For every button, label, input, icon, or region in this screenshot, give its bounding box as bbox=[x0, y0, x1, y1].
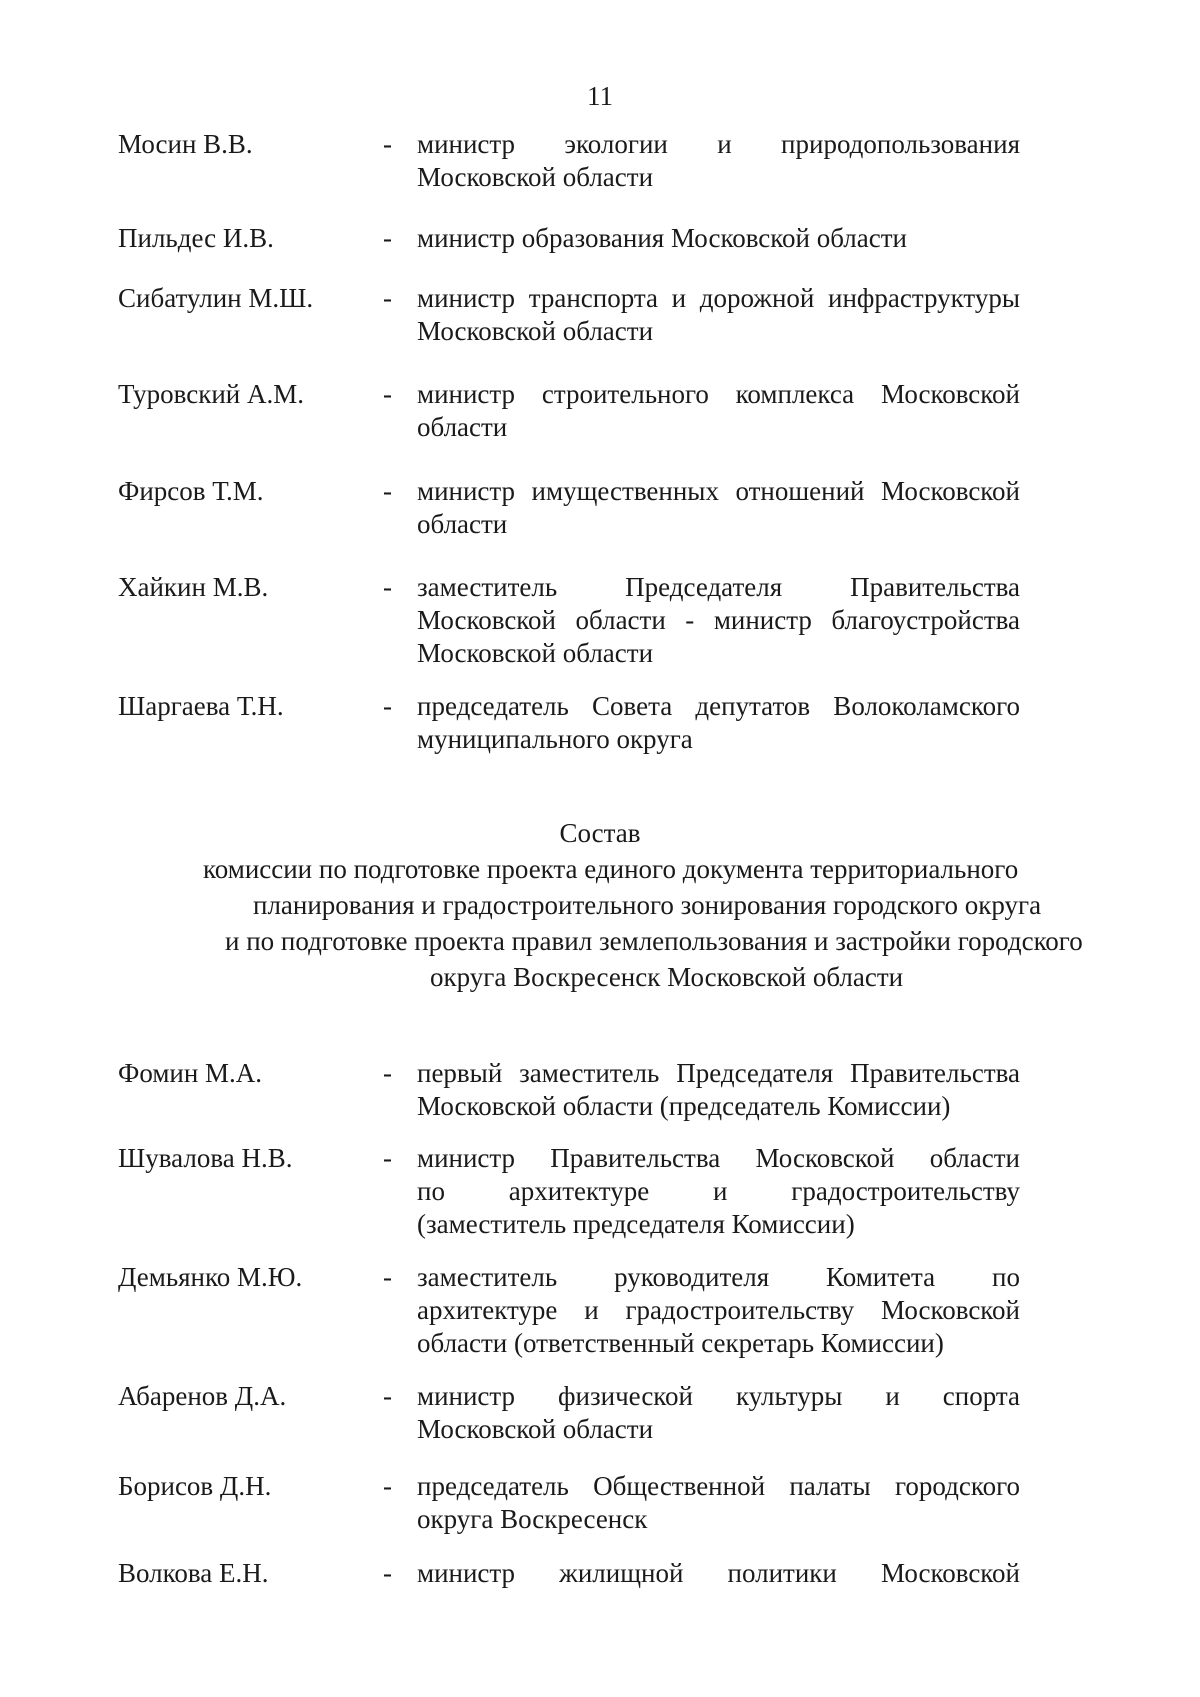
role-line: области bbox=[417, 509, 508, 539]
member-name: Туровский А.М. bbox=[118, 379, 304, 409]
member-role bbox=[417, 1261, 1020, 1360]
member-name: Волкова Е.Н. bbox=[118, 1558, 269, 1588]
role-line: муниципального округа bbox=[417, 724, 693, 754]
role-line: архитектуре и градостроительству Московской bbox=[417, 1295, 1020, 1325]
dash: - bbox=[383, 1381, 392, 1411]
section-heading bbox=[0, 815, 1200, 995]
member-name: Фомин М.А. bbox=[118, 1058, 263, 1088]
heading-line: округа Воскресенск Московской области bbox=[430, 962, 904, 992]
dash: - bbox=[383, 572, 392, 602]
member-name: Демьянко М.Ю. bbox=[118, 1262, 303, 1292]
dash: - bbox=[383, 129, 392, 159]
member-name: Шувалова Н.В. bbox=[118, 1143, 293, 1173]
dash: - bbox=[383, 1262, 392, 1292]
role-line: Московской области bbox=[417, 1414, 654, 1444]
role-line: по архитектуре и градостроительству bbox=[417, 1176, 1020, 1206]
role-line: области (ответственный секретарь Комиссии) bbox=[417, 1328, 944, 1358]
role-line: округа Воскресенск bbox=[417, 1504, 648, 1534]
member-name: Борисов Д.Н. bbox=[118, 1471, 272, 1501]
dash: - bbox=[383, 1058, 392, 1088]
dash: - bbox=[383, 1143, 392, 1173]
member-role bbox=[417, 1557, 1020, 1590]
role-line: заместитель руководителя Комитета по bbox=[417, 1262, 1020, 1292]
member-role bbox=[417, 222, 1020, 255]
role-line: Московской области - министр благоустройства bbox=[417, 605, 1020, 635]
member-name: Фирсов Т.М. bbox=[118, 476, 264, 506]
heading-line: и по подготовке проекта правил землепользования и застройки городского bbox=[225, 926, 1083, 956]
member-role bbox=[417, 1057, 1020, 1123]
role-line: министр строительного комплекса Московской bbox=[417, 379, 1020, 409]
page-number: 11 bbox=[587, 81, 613, 111]
member-role bbox=[417, 690, 1020, 756]
member-role bbox=[417, 1470, 1020, 1536]
role-line: области bbox=[417, 412, 508, 442]
member-role bbox=[417, 571, 1020, 670]
role-line: председатель Общественной палаты городского bbox=[417, 1471, 1020, 1501]
role-line: министр образования Московской области bbox=[417, 223, 907, 253]
role-line: министр Правительства Московской области bbox=[417, 1143, 1020, 1173]
member-role bbox=[417, 128, 1020, 194]
member-name: Шаргаева Т.Н. bbox=[118, 691, 284, 721]
role-line: министр физической культуры и спорта bbox=[417, 1381, 1020, 1411]
section-title: Состав bbox=[559, 818, 641, 848]
role-line: министр жилищной политики Московской bbox=[417, 1558, 1020, 1588]
role-line: заместитель Председателя Правительства bbox=[417, 572, 1020, 602]
member-name: Абаренов Д.А. bbox=[118, 1381, 287, 1411]
member-role bbox=[417, 282, 1020, 348]
role-line: Московской области bbox=[417, 638, 654, 668]
role-line: Московской области bbox=[417, 316, 654, 346]
member-name: Сибатулин М.Ш. bbox=[118, 283, 314, 313]
member-name: Пильдес И.В. bbox=[118, 223, 274, 253]
role-line: Московской области bbox=[417, 162, 654, 192]
role-line: министр транспорта и дорожной инфраструктуры bbox=[417, 283, 1020, 313]
dash: - bbox=[383, 1471, 392, 1501]
dash: - bbox=[383, 691, 392, 721]
dash: - bbox=[383, 476, 392, 506]
member-name: Хайкин М.В. bbox=[118, 572, 269, 602]
role-line: первый заместитель Председателя Правительства bbox=[417, 1058, 1020, 1088]
dash: - bbox=[383, 283, 392, 313]
dash: - bbox=[383, 223, 392, 253]
role-line: министр экологии и природопользования bbox=[417, 129, 1020, 159]
member-role bbox=[417, 378, 1020, 444]
role-line: Московской области (председатель Комиссии) bbox=[417, 1091, 951, 1121]
member-role bbox=[417, 1380, 1020, 1446]
member-role bbox=[417, 475, 1020, 541]
dash: - bbox=[383, 1558, 392, 1588]
role-line: министр имущественных отношений Московской bbox=[417, 476, 1020, 506]
dash: - bbox=[383, 379, 392, 409]
role-line: председатель Совета депутатов Волоколамского bbox=[417, 691, 1020, 721]
member-role bbox=[417, 1142, 1020, 1241]
heading-line: комиссии по подготовке проекта единого документа территориального bbox=[203, 854, 1019, 884]
heading-line: планирования и градостроительного зонирования городского округа bbox=[253, 890, 1042, 920]
role-line: (заместитель председателя Комиссии) bbox=[417, 1209, 855, 1239]
member-name: Мосин В.В. bbox=[118, 129, 253, 159]
